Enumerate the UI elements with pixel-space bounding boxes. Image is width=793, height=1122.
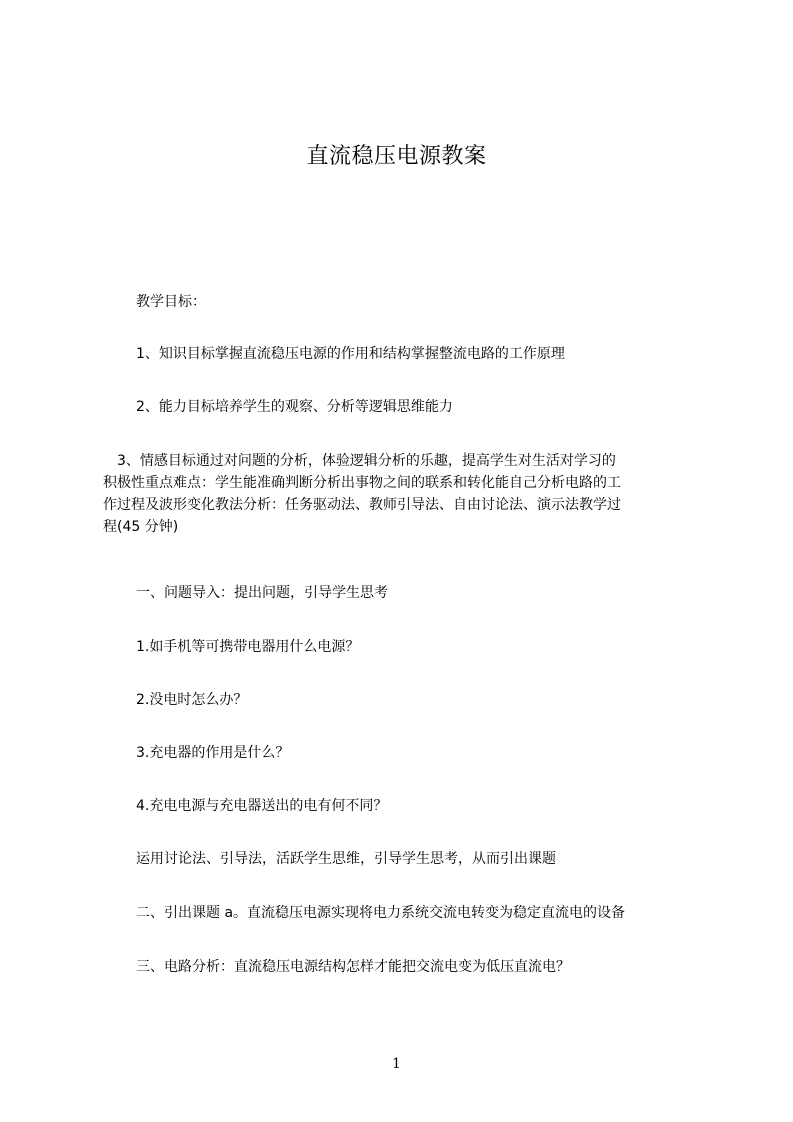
section-heading-introduction: 一、问题导入：提出问题，引导学生思考 xyxy=(136,585,388,601)
text-line: 程(45 分钟) xyxy=(103,519,179,535)
paragraph-knowledge-goal: 1、知识目标掌握直流稳压电源的作用和结构掌握整流电路的工作原理 xyxy=(136,346,565,362)
list-item-question-2: 2.没电时怎么办？ xyxy=(136,692,248,708)
paragraph-ability-goal: 2、能力目标培养学生的观察、分析等逻辑思维能力 xyxy=(136,399,453,415)
text-line: 3、情感目标通过对问题的分析，体验逻辑分析的乐趣，提高学生对生活对学习的 xyxy=(103,453,616,469)
section-heading-topic: 二、引出课题 a。直流稳压电源实现将电力系统交流电转变为稳定直流电的设备 xyxy=(136,905,626,921)
text-line: 积极性重点难点：学生能准确判断分析出事物之间的联系和转化能自己分析电路的工 xyxy=(103,475,621,491)
section-heading-circuit-analysis: 三、电路分析：直流稳压电源结构怎样才能把交流电变为低压直流电？ xyxy=(136,959,570,975)
paragraph-teaching-goals: 教学目标： xyxy=(136,294,206,310)
list-item-question-4: 4.充电电源与充电器送出的电有何不同？ xyxy=(136,798,388,814)
text-line: 作过程及波形变化教法分析：任务驱动法、教师引导法、自由讨论法、演示法教学过 xyxy=(103,497,621,513)
list-item-question-1: 1.如手机等可携带电器用什么电源？ xyxy=(136,639,360,655)
paragraph-method: 运用讨论法、引导法，活跃学生思维，引导学生思考，从而引出课题 xyxy=(136,851,556,867)
paragraph-emotion-goal-block xyxy=(103,450,713,538)
document-title: 直流稳压电源教案 xyxy=(306,144,487,169)
page-number: 1 xyxy=(392,1056,401,1072)
list-item-question-3: 3.充电器的作用是什么？ xyxy=(136,745,290,761)
